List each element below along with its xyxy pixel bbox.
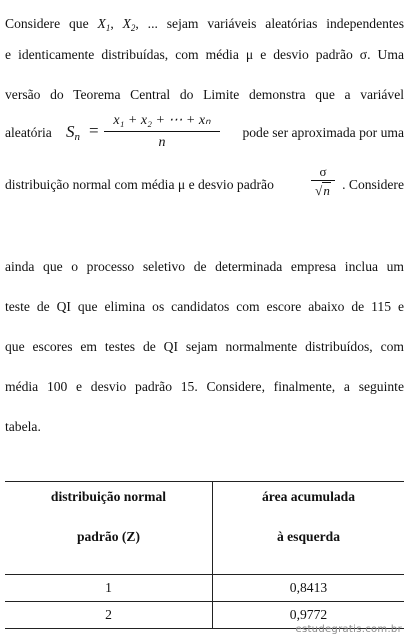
normal-distribution-table	[5, 481, 404, 629]
text-line: distribuição normal com média μ e desvio padrão	[5, 177, 274, 192]
sqrt-n: √n	[315, 183, 330, 198]
sigma-symbol: σ	[319, 164, 327, 179]
text-line: ainda que o processo seletivo de determinada empresa inclua um	[5, 259, 404, 274]
cell-z: 2	[5, 602, 213, 629]
equals-sign: =	[89, 121, 99, 140]
header-area: área acumulada à esquerda	[213, 482, 405, 575]
fraction-denominator: n	[158, 135, 166, 150]
cell-area: 0,8413	[213, 575, 405, 602]
text-line: média 100 e desvio padrão 15. Considere, finalmente, a seguinte	[5, 379, 404, 394]
mean-fraction	[104, 112, 220, 152]
text-line: pode ser aproximada por uma	[242, 125, 404, 140]
watermark: estudegratis.com.br	[295, 624, 402, 635]
text-line: Considere que $X_1$, $X_2$, ... sejam variáveis aleatórias independentes	[5, 16, 404, 33]
table-row	[5, 575, 404, 602]
text-line: e identicamente distribuídas, com média μ e desvio padrão σ. Uma	[5, 47, 404, 62]
text-line: teste de QI que elimina os candidatos com escore abaixo de 115 e	[5, 299, 404, 314]
sn-symbol: $S_n$	[66, 122, 80, 143]
cell-z: 1	[5, 575, 213, 602]
text-line: que escores em testes de QI sejam normalmente distribuídos, com	[5, 339, 404, 354]
header-z: distribuição normal padrão (Z)	[5, 482, 213, 575]
fraction-bar	[311, 180, 335, 181]
text-line: aleatória	[5, 125, 52, 140]
fraction-numerator: x₁ + x₂ + ⋯ + xₙ	[113, 113, 211, 128]
text-line: . Considere	[342, 177, 404, 192]
cell-area: 0,9772	[213, 602, 405, 629]
fraction-bar	[104, 131, 220, 132]
text-line: tabela.	[5, 419, 41, 434]
table-header-row	[5, 482, 404, 575]
sigma-over-sqrt-n	[311, 164, 335, 198]
text-line: versão do Teorema Central do Limite demonstra que a variável	[5, 87, 404, 102]
